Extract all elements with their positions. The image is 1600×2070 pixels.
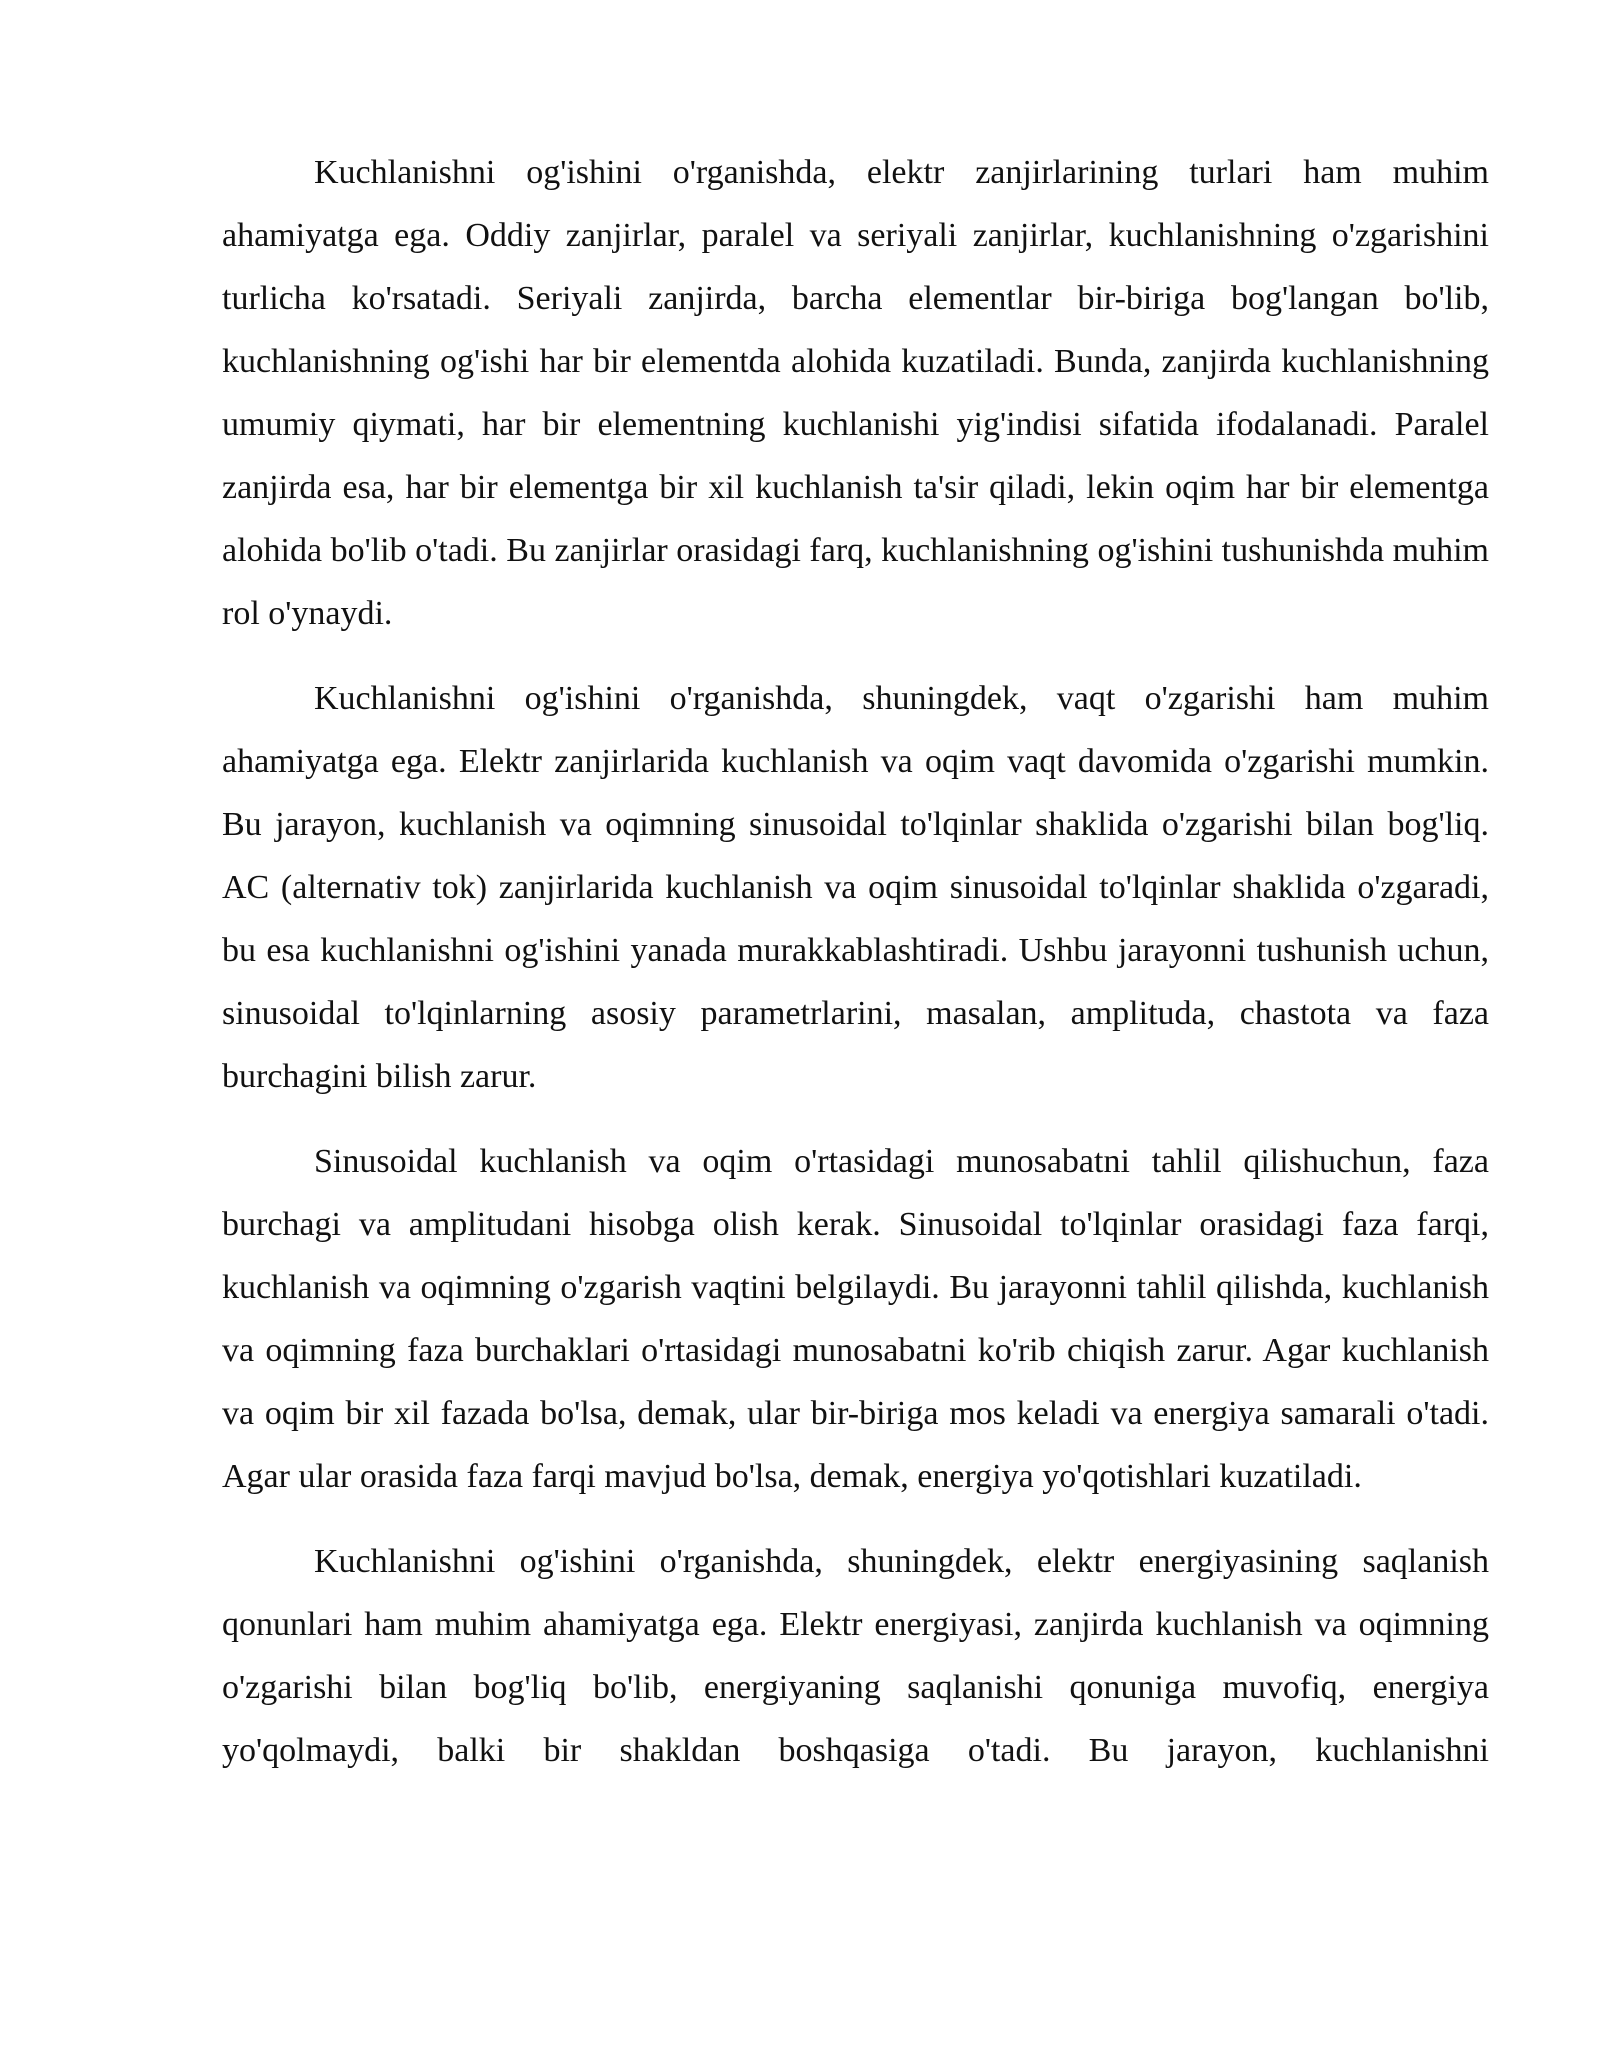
paragraph-4: Kuchlanishni og'ishini o'rganishda, shuningdek, elektr energiyasining saqlanish qonunlari ham muhim ahamiyatga ega. Elektr energiyasi, zanjirda kuchlanish va oqimning o'zgarishi bilan bog'liq bo'lib, energiyaning saqlanishi qonuniga muvofiq, energiya yo'qolmaydi, balki bir shakldan boshqasiga o'tadi. Bu jarayon, kuchlanishni — [222, 1543, 1489, 1769]
paragraph-1: Kuchlanishni og'ishini o'rganishda, elektr zanjirlarining turlari ham muhim ahamiyatga ega. Oddiy zanjirlar, paralel va seriyali zanjirlar, kuchlanishning o'zgarishini turlicha ko'rsatadi. Seriyali zanjirda, barcha elementlar bir-biriga bog'langan bo'lib, kuchlanishning og'ishi har bir elementda alohida kuzatiladi. Bunda, zanjirda kuchlanishning umumiy qiymati, har bir elementning kuchlanishi yig'indisi sifatida ifodalanadi. Paralel zanjirda esa, har bir elementga bir xil kuchlanish ta'sir qiladi, lekin oqim har bir elementga alohida bo'lib o'tadi. Bu zanjirlar orasidagi farq, kuchlanishning og'ishini tushunishda muhim rol o'ynaydi. — [222, 154, 1489, 632]
paragraph-3: Sinusoidal kuchlanish va oqim o'rtasidagi munosabatni tahlil qilishuchun, faza burchagi va amplitudani hisobga olish kerak. Sinusoidal to'lqinlar orasidagi faza farqi, kuchlanish va oqimning o'zgarish vaqtini belgilaydi. Bu jarayonni tahlil qilishda, kuchlanish va oqimning faza burchaklari o'rtasidagi munosabatni ko'rib chiqish zarur. Agar kuchlanish va oqim bir xil fazada bo'lsa, demak, ular bir-biriga mos keladi va energiya samarali o'tadi. Agar ular orasida faza farqi mavjud bo'lsa, demak, energiya yo'qotishlari kuzatiladi. — [222, 1143, 1489, 1495]
paragraph-2: Kuchlanishni og'ishini o'rganishda, shuningdek, vaqt o'zgarishi ham muhim ahamiyatga ega. Elektr zanjirlarida kuchlanish va oqim vaqt davomida o'zgarishi mumkin. Bu jarayon, kuchlanish va oqimning sinusoidal to'lqinlar shaklida o'zgarishi bilan bog'liq. AC (alternativ tok) zanjirlarida kuchlanish va oqim sinusoidal to'lqinlar shaklida o'zgaradi, bu esa kuchlanishni og'ishini yanada murakkablashtiradi. Ushbu jarayonni tushunish uchun, sinusoidal to'lqinlarning asosiy parametrlarini, masalan, amplituda, chastota va faza burchagini bilish zarur. — [222, 680, 1489, 1095]
document-body — [222, 141, 1489, 1804]
